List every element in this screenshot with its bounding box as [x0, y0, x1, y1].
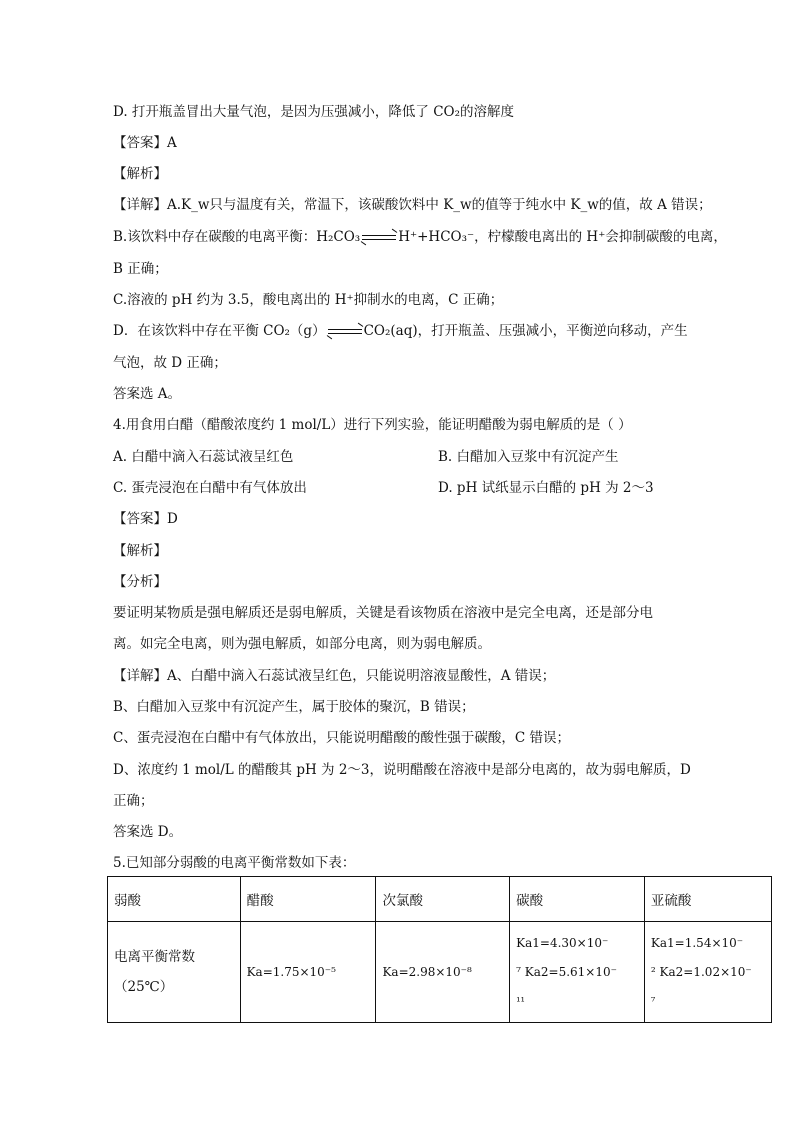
q4-option-a: A. 白醋中滴入石蕊试液呈红色 — [113, 449, 294, 465]
analysis-label: 【解析】 — [113, 166, 167, 182]
question-4: 4.用食用白醋（醋酸浓度约 1 mol/L）进行下列实验，能证明醋酸为弱电解质的是（ ） — [113, 417, 632, 433]
analysis-text-1: 要证明某物质是强电解质还是弱电解质，关键是看该物质在溶液中是完全电离，还是部分电 — [113, 605, 653, 621]
carbonic-ka-line3: ¹¹ — [516, 994, 525, 1008]
table-header-row — [108, 877, 772, 922]
carbonic-ka-line1: Ka1=4.30×10⁻ — [516, 935, 609, 950]
answer-label: 【答案】D — [113, 511, 178, 527]
q4-options-row2 — [113, 479, 688, 497]
detail-c: C.溶液的 pH 约为 3.5，酸电离出的 H⁺抑制水的电离，C 正确； — [113, 292, 504, 308]
answer-choice-d: 答案选 D。 — [113, 824, 183, 840]
q4-option-c: C. 蛋壳浸泡在白醋中有气体放出 — [113, 480, 307, 496]
q4-detail-b: B、白醋加入豆浆中有沉淀产生，属于胶体的聚沉，B 错误； — [113, 699, 475, 715]
detail-d-part1: D．在该饮料中存在平衡 CO₂（g） — [113, 323, 326, 339]
q4-detail-c: C、蛋壳浸泡在白醋中有气体放出，只能说明醋酸的酸性强于碳酸，C 错误； — [113, 730, 570, 746]
analysis-label: 【解析】 — [113, 543, 167, 559]
answer-label: 【答案】A — [113, 135, 177, 151]
row-label-temp: （25℃） — [114, 979, 174, 995]
detail-d-part2: CO₂(aq)，打开瓶盖、压强减小，平衡逆向移动，产生 — [363, 323, 688, 339]
analysis-text-2: 离。如完全电离，则为强电解质，如部分电离，则为弱电解质。 — [113, 636, 491, 652]
detail-b-line — [113, 228, 727, 246]
q4-options-row1 — [113, 448, 688, 466]
carbonic-ka-line2: ⁷ Ka2=5.61×10⁻ — [516, 964, 617, 979]
analysis-heading: 【分析】 — [113, 574, 167, 590]
row-label-cell — [108, 922, 241, 1023]
q4-option-b: B. 白醋加入豆浆中有沉淀产生 — [438, 449, 619, 465]
hypochlorous-ka-cell: Ka=2.98×10⁻⁸ — [376, 922, 510, 1023]
sulfurous-ka-line2: ² Ka2=1.02×10⁻ — [650, 964, 752, 979]
table-header-cell: 亚硫酸 — [644, 877, 771, 922]
equilibrium-arrow-icon — [328, 327, 362, 337]
detail-b-part1: B.该饮料中存在碳酸的电离平衡：H₂CO₃ — [113, 229, 361, 245]
detail-b-part2: H⁺+HCO₃⁻，柠檬酸电离出的 H⁺会抑制碳酸的电离， — [398, 229, 727, 245]
sulfurous-ka-line1: Ka1=1.54×10⁻ — [650, 935, 744, 950]
ionization-constant-table — [107, 876, 772, 1023]
detail-b-cont: B 正确； — [113, 261, 168, 277]
sulfurous-ka-line3: ⁷ — [650, 994, 656, 1008]
q4-detail-d-cont: 正确； — [113, 793, 154, 809]
q4-detail-a: 【详解】A、白醋中滴入石蕊试液呈红色，只能说明溶液显酸性，A 错误； — [113, 668, 556, 684]
equilibrium-arrow-icon — [362, 233, 396, 243]
option-d-text: D. 打开瓶盖冒出大量气泡，是因为压强减小，降低了 CO₂的溶解度 — [113, 104, 515, 120]
table-header-cell: 碳酸 — [510, 877, 645, 922]
sulfurous-ka-cell — [644, 922, 771, 1023]
table-header-cell: 醋酸 — [240, 877, 376, 922]
table-header-cell: 次氯酸 — [376, 877, 510, 922]
q4-detail-d: D、浓度约 1 mol/L 的醋酸其 pH 为 2～3，说明醋酸在溶液中是部分电离的，故为弱电解质，D — [113, 762, 691, 778]
detail-a: 【详解】A.K_w只与温度有关，常温下，该碳酸饮料中 K_w的值等于纯水中 K_w的值，故 A 错误； — [113, 197, 712, 213]
table-row — [108, 922, 772, 1023]
answer-choice-a: 答案选 A。 — [113, 386, 182, 402]
acetic-ka-cell: Ka=1.75×10⁻⁵ — [240, 922, 376, 1023]
carbonic-ka-cell — [510, 922, 645, 1023]
q4-option-d: D. pH 试纸显示白醋的 pH 为 2～3 — [438, 480, 654, 496]
detail-d-line — [113, 322, 688, 340]
question-5: 5.已知部分弱酸的电离平衡常数如下表： — [113, 855, 356, 871]
detail-d-cont: 气泡，故 D 正确； — [113, 355, 227, 371]
row-label-main: 电离平衡常数 — [114, 949, 195, 965]
table-header-cell: 弱酸 — [108, 877, 241, 922]
